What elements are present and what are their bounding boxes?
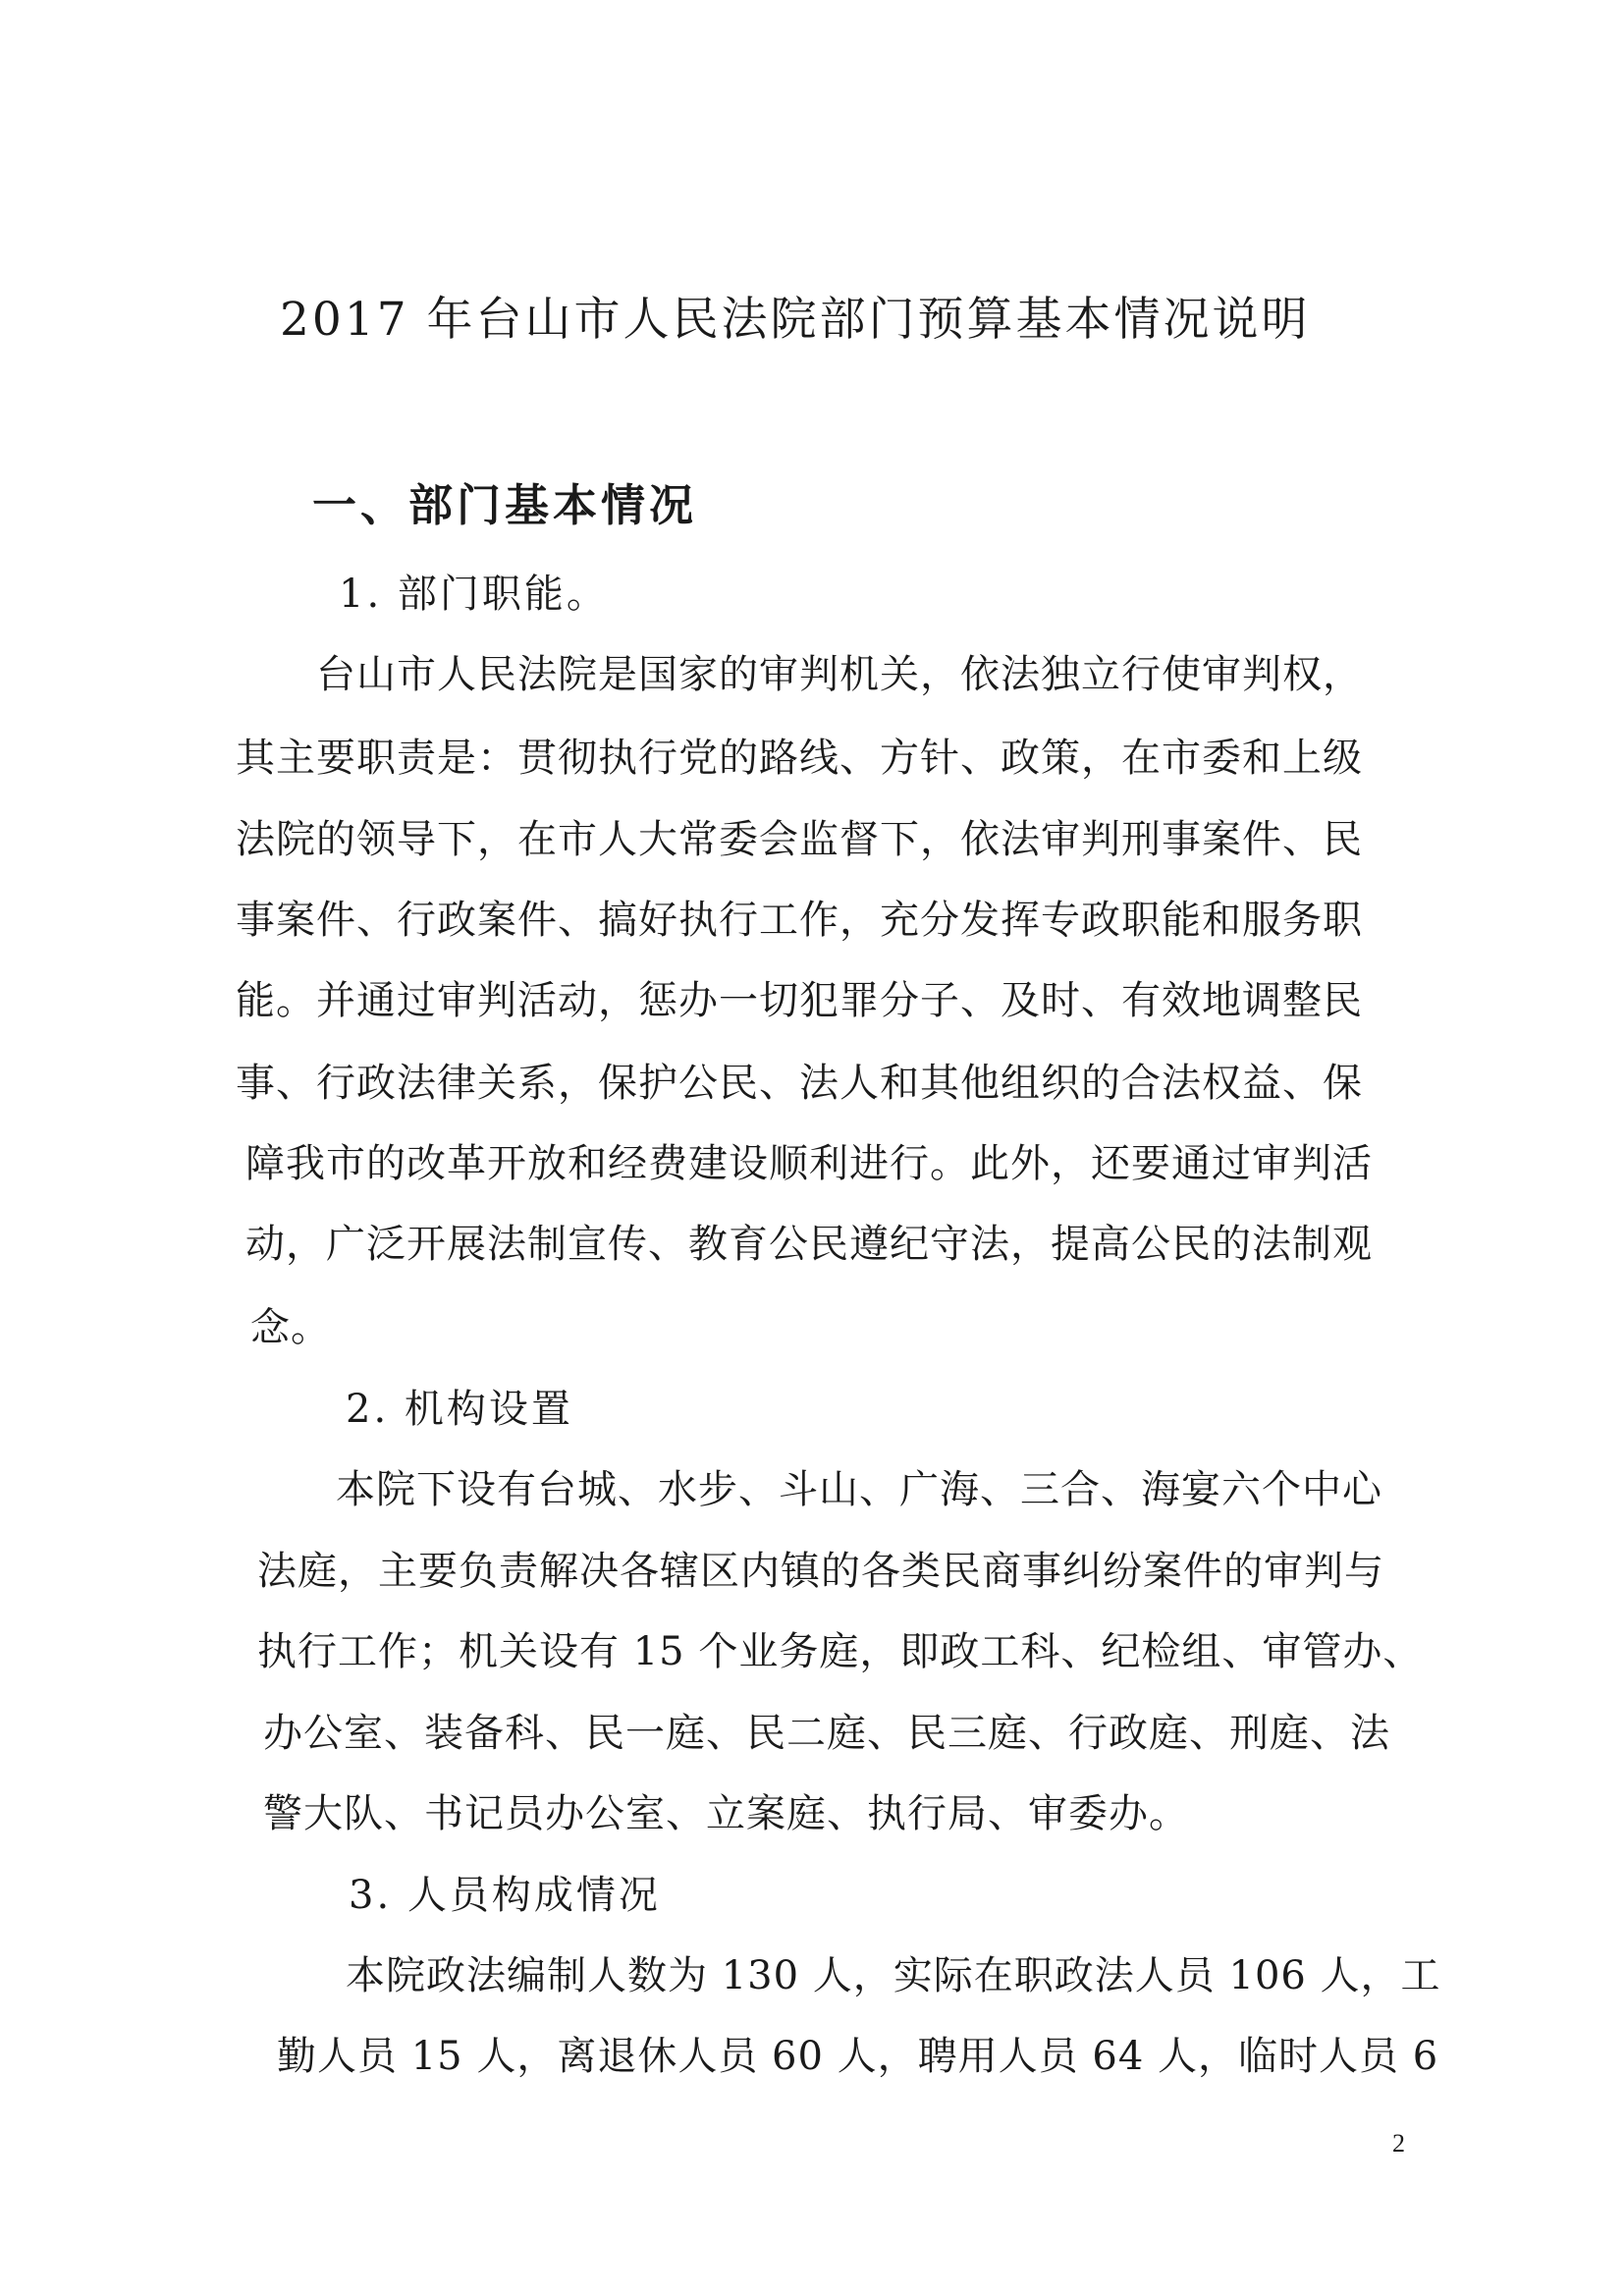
paragraph-line: 警大队、书记员办公室、立案庭、执行局、审委办。 bbox=[263, 1791, 1189, 1836]
page-number: 2 bbox=[1392, 2129, 1405, 2158]
paragraph-line: 其主要职责是：贯彻执行党的路线、方针、政策，在市委和上级 bbox=[236, 736, 1363, 781]
paragraph-line: 动，广泛开展法制宣传、教育公民遵纪守法，提高公民的法制观 bbox=[245, 1222, 1373, 1267]
document-title: 2017 年台山市人民法院部门预算基本情况说明 bbox=[280, 293, 1311, 347]
paragraph-line: 障我市的改革开放和经费建设顺利进行。此外，还要通过审判活 bbox=[245, 1141, 1373, 1186]
paragraph-line: 执行工作；机关设有 15 个业务庭，即政工科、纪检组、审管办、 bbox=[257, 1629, 1424, 1674]
paragraph-line: 台山市人民法院是国家的审判机关，依法独立行使审判权， bbox=[316, 652, 1363, 697]
subsection-heading-1: 1. 部门职能。 bbox=[339, 572, 609, 617]
paragraph-line: 事案件、行政案件、搞好执行工作，充分发挥专政职能和服务职 bbox=[236, 898, 1363, 943]
paragraph-line: 能。并通过审判活动，惩办一切犯罪分子、及时、有效地调整民 bbox=[236, 978, 1363, 1023]
paragraph-line: 法庭，主要负责解决各辖区内镇的各类民商事纠纷案件的审判与 bbox=[257, 1549, 1384, 1594]
paragraph-line: 法院的领导下，在市人大常委会监督下，依法审判刑事案件、民 bbox=[236, 817, 1363, 862]
paragraph-line: 念。 bbox=[250, 1305, 331, 1350]
subsection-heading-2: 2. 机构设置 bbox=[346, 1387, 573, 1432]
paragraph-line: 本院下设有台城、水步、斗山、广海、三合、海宴六个中心 bbox=[336, 1467, 1382, 1512]
paragraph-line: 办公室、装备科、民一庭、民二庭、民三庭、行政庭、刑庭、法 bbox=[263, 1711, 1390, 1756]
paragraph-line: 事、行政法律关系，保护公民、法人和其他组织的合法权益、保 bbox=[236, 1061, 1363, 1106]
section-heading: 一、部门基本情况 bbox=[312, 479, 698, 531]
paragraph-line: 勤人员 15 人，离退休人员 60 人，聘用人员 64 人，临时人员 6 bbox=[277, 2034, 1439, 2079]
subsection-heading-3: 3. 人员构成情况 bbox=[349, 1873, 661, 1918]
paragraph-line: 本院政法编制人数为 130 人，实际在职政法人员 106 人，工 bbox=[346, 1953, 1441, 1998]
